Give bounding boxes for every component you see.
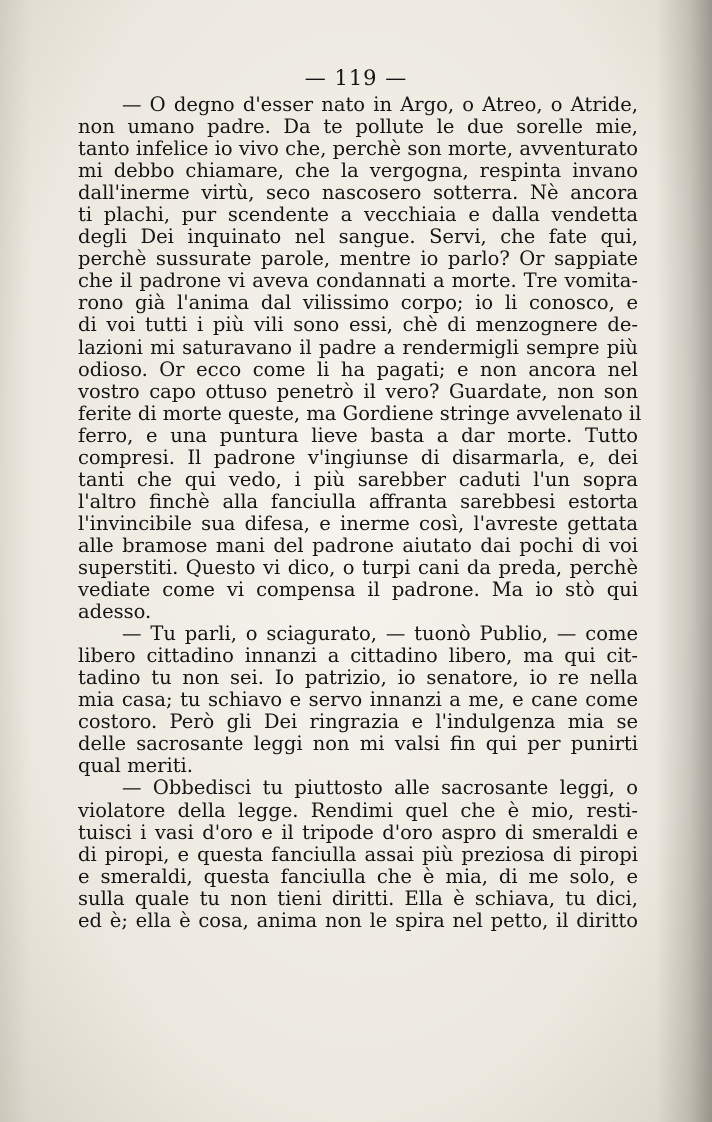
page-left-shadow	[0, 0, 30, 1122]
text-line: compresi. Il padrone v'ingiunse di disarmarla, e, dei	[78, 445, 638, 469]
text-line: sulla quale tu non tieni diritti. Ella è schiava, tu dici,	[78, 886, 638, 910]
text-line: tadino tu non sei. Io patrizio, io senatore, io re nella	[78, 666, 638, 690]
text-line: mia casa; tu schiavo e servo innanzi a me, e cane come	[78, 688, 638, 712]
text-line: superstiti. Questo vi dico, o turpi cani da preda, perchè	[78, 555, 638, 579]
page-number: — 119 —	[304, 66, 408, 90]
text-line: l'altro finchè alla fanciulla affranta sarebbesi estorta	[78, 489, 638, 513]
text-line: non umano padre. Da te pollute le due sorelle mie,	[78, 115, 638, 139]
text-line: vostro capo ottuso penetrò il vero? Guardate, non son	[78, 379, 638, 403]
body-text	[78, 93, 642, 932]
text-line: mi debbo chiamare, che la vergogna, respinta invano	[78, 159, 638, 183]
text-line: di piropi, e questa fanciulla assai più preziosa di piropi	[78, 842, 638, 866]
text-line: degli Dei inquinato nel sangue. Servi, che fate qui,	[78, 225, 638, 249]
text-line: l'invincibile sua difesa, e inerme così, l'avreste gettata	[78, 511, 638, 535]
text-line: adesso.	[78, 600, 152, 624]
text-line: lazioni mi saturavano il padre a rendermigli sempre più	[78, 335, 638, 359]
text-line: — Tu parli, o sciagurato, — tuonò Publio, — come	[122, 622, 638, 646]
text-line: che il padrone vi aveva condannati a morte. Tre vomita-	[78, 269, 638, 293]
text-line: ferro, e una puntura lieve basta a dar morte. Tutto	[78, 423, 638, 447]
text-line: rono già l'anima dal vilissimo corpo; io li conosco, e	[78, 291, 638, 315]
text-line: tuisci i vasi d'oro e il tripode d'oro aspro di smeraldi e	[78, 820, 638, 844]
page-right-shadow	[656, 0, 712, 1122]
text-line: alle bramose mani del padrone aiutato dai pochi di voi	[78, 533, 638, 557]
text-line: delle sacrosante leggi non mi valsi fin qui per punirti	[78, 732, 638, 756]
text-line: ed è; ella è cosa, anima non le spira nel petto, il diritto	[78, 908, 638, 932]
text-line: di voi tutti i più vili sono essi, chè di menzognere de-	[78, 313, 638, 337]
text-line: ferite di morte queste, ma Gordiene stringe avvelenato il	[78, 401, 642, 425]
text-line: libero cittadino innanzi a cittadino libero, ma qui cit-	[78, 644, 638, 668]
text-line: odioso. Or ecco come li ha pagati; e non ancora nel	[78, 357, 638, 381]
text-line: e smeraldi, questa fanciulla che è mia, di me solo, e	[78, 864, 638, 888]
text-line: costoro. Però gli Dei ringrazia e l'indulgenza mia se	[78, 710, 638, 734]
text-line: violatore della legge. Rendimi quel che è mio, resti-	[78, 798, 638, 822]
text-line: — O degno d'esser nato in Argo, o Atreo, o Atride,	[122, 93, 638, 116]
text-line: dall'inerme virtù, seco nascosero sotterra. Nè ancora	[78, 181, 638, 205]
text-line: ti plachi, pur scendente a vecchiaia e dalla vendetta	[78, 203, 638, 227]
text-line: — Obbedisci tu piuttosto alle sacrosante leggi, o	[122, 776, 638, 800]
text-line: tanto infelice io vivo che, perchè son morte, avventurato	[78, 137, 638, 161]
text-line: perchè sussurate parole, mentre io parlo? Or sappiate	[78, 247, 638, 271]
text-line: qual meriti.	[78, 754, 193, 778]
text-line: vediate come vi compensa il padrone. Ma io stò qui	[78, 578, 638, 602]
text-line: tanti che qui vedo, i più sarebber caduti l'un sopra	[78, 467, 638, 491]
